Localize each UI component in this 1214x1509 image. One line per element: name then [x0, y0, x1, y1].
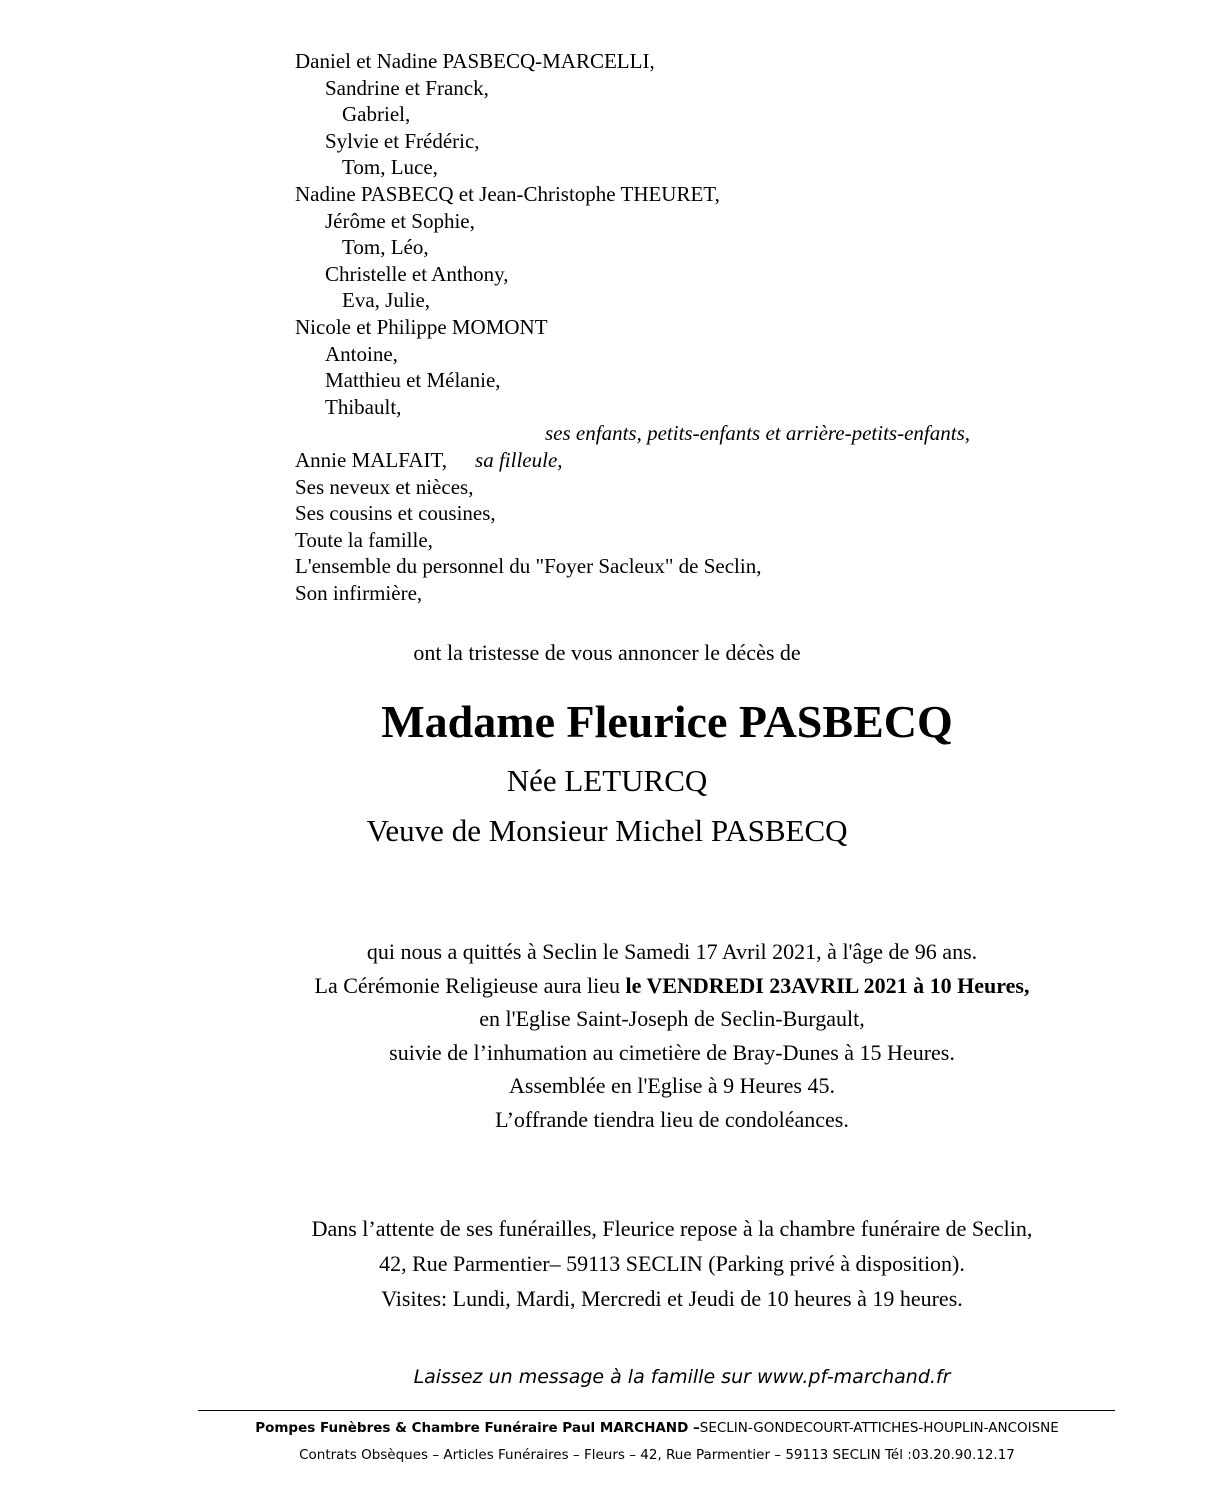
family-line: Christelle et Anthony, [325, 261, 509, 286]
family-line: Sylvie et Frédéric, [325, 128, 480, 153]
footer-divider [198, 1410, 1115, 1411]
other-line: L'ensemble du personnel du "Foyer Sacleux" de Seclin, [295, 554, 762, 579]
family-line: Tom, Léo, [342, 235, 429, 260]
family-line: Antoine, [325, 341, 398, 366]
other-line: Ses cousins et cousines, [295, 501, 496, 526]
family-line: Gabriel, [342, 102, 411, 127]
deceased-name: Madame Fleurice PASBECQ [381, 696, 953, 747]
other-lines [295, 474, 1195, 607]
annie-line [295, 447, 1195, 474]
annie-role: sa filleule, [475, 447, 563, 472]
family-lines [295, 48, 1195, 420]
message-link[interactable]: Laissez un message à la famille sur www.pf-marchand.fr [413, 1366, 951, 1388]
deceased-widow: Veuve de Monsieur Michel PASBECQ [366, 813, 848, 848]
details-line-3: en l'Eglise Saint-Joseph de Seclin-Burgault, [479, 1006, 865, 1032]
footer-company [50, 1420, 1214, 1436]
footer-contact: Contrats Obsèques – Articles Funéraires – Fleurs – 42, Rue Parmentier – 59113 SECLIN Tél :03.20.90.12.17 [299, 1447, 1015, 1463]
other-line: Son infirmière, [295, 580, 423, 605]
rest-line-2: 42, Rue Parmentier– 59113 SECLIN (Parking privé à disposition). [379, 1251, 965, 1276]
family-line: Thibault, [325, 394, 402, 419]
family-line: Daniel et Nadine PASBECQ-MARCELLI, [295, 49, 655, 73]
details-line-2-prefix: La Cérémonie Religieuse aura lieu [314, 972, 626, 998]
announcement: ont la tristesse de vous annoncer le décès de [413, 640, 801, 665]
annie-name: Annie MALFAIT, [295, 447, 448, 472]
details-line-2-bold: le VENDREDI 23AVRIL 2021 à 10 Heures, [625, 972, 1030, 998]
family-line: Sandrine et Franck, [325, 75, 489, 100]
descendants-label: ses enfants, petits-enfants et arrière-petits-enfants, [545, 421, 970, 446]
footer-company-rest: SECLIN-GONDECOURT-ATTICHES-HOUPLIN-ANCOISNE [699, 1420, 1059, 1436]
family-line: Eva, Julie, [342, 288, 431, 313]
other-line: Ses neveux et nièces, [295, 474, 474, 499]
family-line: Nadine PASBECQ et Jean-Christophe THEURET, [295, 181, 720, 206]
details-line-2 [65, 969, 1214, 1003]
details-line-5: Assemblée en l'Eglise à 9 Heures 45. [509, 1073, 835, 1099]
deceased-nee: Née LETURCQ [506, 763, 708, 798]
other-line: Toute la famille, [295, 527, 433, 552]
family-line: Matthieu et Mélanie, [325, 368, 501, 393]
details-line-4: suivie de l’inhumation au cimetière de Bray-Dunes à 15 Heures. [389, 1039, 955, 1065]
details-line-1: qui nous a quittés à Seclin le Samedi 17 Avril 2021, à l'âge de 96 ans. [366, 939, 978, 964]
details-line-6: L’offrande tiendra lieu de condoléances. [495, 1106, 849, 1132]
family-list [295, 48, 1195, 606]
footer-company-bold: Pompes Funèbres & Chambre Funéraire Paul MARCHAND – [255, 1420, 700, 1436]
rest-line-3: Visites: Lundi, Mardi, Mercredi et Jeudi de 10 heures à 19 heures. [381, 1286, 963, 1311]
family-line: Tom, Luce, [342, 155, 438, 180]
family-line: Jérôme et Sophie, [325, 208, 475, 233]
ceremony-details [65, 935, 1214, 1137]
family-line: Nicole et Philippe MOMONT [295, 314, 548, 339]
rest-line-1: Dans l’attente de ses funérailles, Fleurice repose à la chambre funéraire de Seclin, [311, 1216, 1033, 1241]
funeral-home-info [65, 1211, 1214, 1316]
